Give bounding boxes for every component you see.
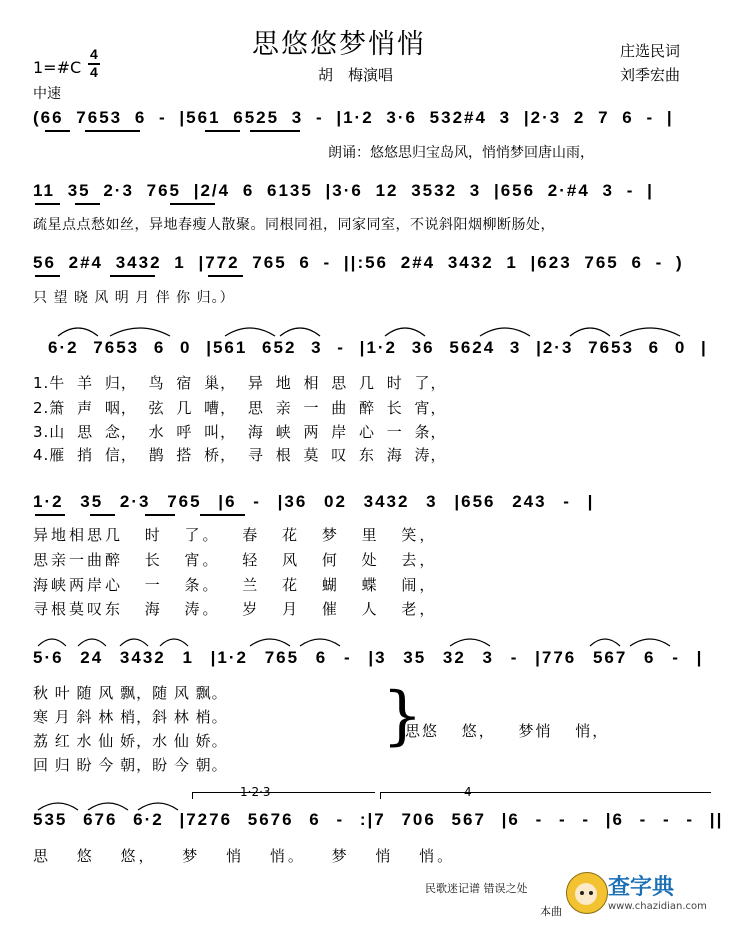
page-title: 思悠悠梦悄悄 <box>252 29 426 60</box>
verse1-notes: 6·2 7653 6 0 |561 652 3 - |1·2 36 5624 3 |2·3 7653 6 0 | <box>48 338 708 357</box>
beam <box>90 514 115 516</box>
beam <box>200 514 245 516</box>
slur <box>300 639 340 646</box>
logo-eye-right <box>589 891 593 895</box>
slur <box>88 803 128 810</box>
slur <box>38 639 66 646</box>
intro-notes-line1: (66 7653 6 - |561 6525 3 - |1·2 3·6 532#4 3 |2·3 2 7 6 - | <box>33 108 674 127</box>
beam <box>75 203 100 205</box>
slur <box>58 328 98 336</box>
beam <box>208 275 243 277</box>
beam <box>250 130 300 132</box>
verse2-lyric-1: 异地相思几 时 了。 春 花 梦 里 笑， <box>33 526 438 544</box>
slur <box>138 803 178 810</box>
verse3-lyric-1: 秋 叶 随 风 飘，随 风 飘。 <box>33 684 228 702</box>
ending-notes: 535 676 6·2 |7276 5676 6 - :|7 706 567 |6 - - - |6 - - - || <box>33 810 724 829</box>
slur <box>385 328 425 336</box>
slur <box>225 328 275 336</box>
logo-eye-left <box>580 891 584 895</box>
volta-1: 1·2·3 <box>240 785 271 799</box>
slur <box>250 639 290 646</box>
beam <box>110 275 155 277</box>
slur <box>160 639 188 646</box>
beam <box>205 130 240 132</box>
key-signature: 1=#C <box>33 58 82 77</box>
slur <box>110 328 170 336</box>
intro-recitation-line2: 疏星点点愁如丝，异地春瘦人散聚。同根同祖，同家同室，不说斜阳烟柳断肠处， <box>33 217 555 233</box>
beam <box>170 203 215 205</box>
volta-2-bracket <box>380 792 711 799</box>
slur <box>570 328 610 336</box>
beam <box>45 130 70 132</box>
logo-face <box>575 883 597 905</box>
slur <box>38 803 78 810</box>
intro-recitation-line3: 只 望 晓 风 明 月 伴 你 归。） <box>33 290 235 306</box>
verse2-lyric-4: 寻根莫叹东 海 涛。 岁 月 催 人 老， <box>33 600 438 618</box>
slur <box>450 639 490 646</box>
footer-note-2: 本曲 <box>540 905 562 918</box>
verse3-lyric-3: 荔 红 水 仙 娇，水 仙 娇。 <box>33 732 228 750</box>
verse2-notes: 1·2 35 2·3 765 |6 - |36 02 3432 3 |656 243 - | <box>33 492 595 511</box>
verse1-lyric-1: 1.牛 羊 归， 鸟 宿 巢， 异 地 相 思 几 时 了， <box>33 374 447 392</box>
slur <box>480 328 530 336</box>
slur <box>78 639 106 646</box>
site-url: www.chazidian.com <box>608 901 707 912</box>
volta-2: 4 <box>464 785 472 799</box>
verse2-lyric-3: 海峡两岸心 一 条。 兰 花 蝴 蝶 闹， <box>33 576 438 594</box>
site-logo-icon <box>566 872 608 914</box>
verse1-lyric-3: 3.山 思 念， 水 呼 叫， 海 峡 两 岸 心 一 条， <box>33 423 447 441</box>
slur-marks-verse3 <box>30 628 720 648</box>
verse2-lyric-2: 思亲一曲醉 长 宵。 轻 风 何 处 去， <box>33 551 438 569</box>
verse3-lyric-2: 寒 月 斜 林 梢，斜 林 梢。 <box>33 708 228 726</box>
time-signature-bottom: 4 <box>90 64 98 80</box>
lyricist: 庄选民词 <box>620 42 681 60</box>
footer-note: 民歌迷记谱 错误之处 <box>425 882 528 895</box>
tempo-marking: 中速 <box>33 86 61 102</box>
lyric-brace: } <box>382 679 423 753</box>
site-logo-name: 查字典 <box>608 875 675 900</box>
slur-marks-verse1 <box>40 318 720 338</box>
beam <box>85 130 140 132</box>
slur <box>620 328 680 336</box>
slur <box>120 639 148 646</box>
slur-marks-ending <box>30 792 230 812</box>
composer: 刘季宏曲 <box>620 66 681 84</box>
intro-recitation-line1: 朗诵：悠悠思归宝岛风，悄悄梦回唐山雨， <box>328 145 594 161</box>
beam <box>35 275 60 277</box>
beam <box>145 514 175 516</box>
verse3-notes: 5·6 24 3432 1 |1·2 765 6 - |3 35 32 3 - |776 567 6 - | <box>33 648 704 667</box>
beam <box>35 514 65 516</box>
verse3-lyric-4: 回 归 盼 今 朝，盼 今 朝。 <box>33 756 228 774</box>
intro-notes-line3: 56 2#4 3432 1 |772 765 6 - ||:56 2#4 3432 1 |623 765 6 - ) <box>33 253 684 272</box>
slur <box>590 639 620 646</box>
verse1-lyric-4: 4.雁 捎 信， 鹊 搭 桥， 寻 根 莫 叹 东 海 涛， <box>33 446 447 464</box>
verse1-lyric-2: 2.箫 声 咽， 弦 几 嘈， 思 亲 一 曲 醉 长 宵， <box>33 399 447 417</box>
verse3-refrain: 思悠 悠， 梦悄 悄， <box>405 722 610 740</box>
time-signature-top: 4 <box>90 46 98 62</box>
singer: 胡 梅演唱 <box>318 66 394 84</box>
beam <box>35 203 60 205</box>
intro-notes-line2: 11 35 2·3 765 |2/4 6 6135 |3·6 12 3532 3 |656 2·#4 3 - | <box>33 181 654 200</box>
ending-lyrics: 思 悠 悠， 梦 悄 悄。 梦 悄 悄。 <box>33 847 456 865</box>
slur <box>280 328 320 336</box>
slur <box>630 639 670 646</box>
